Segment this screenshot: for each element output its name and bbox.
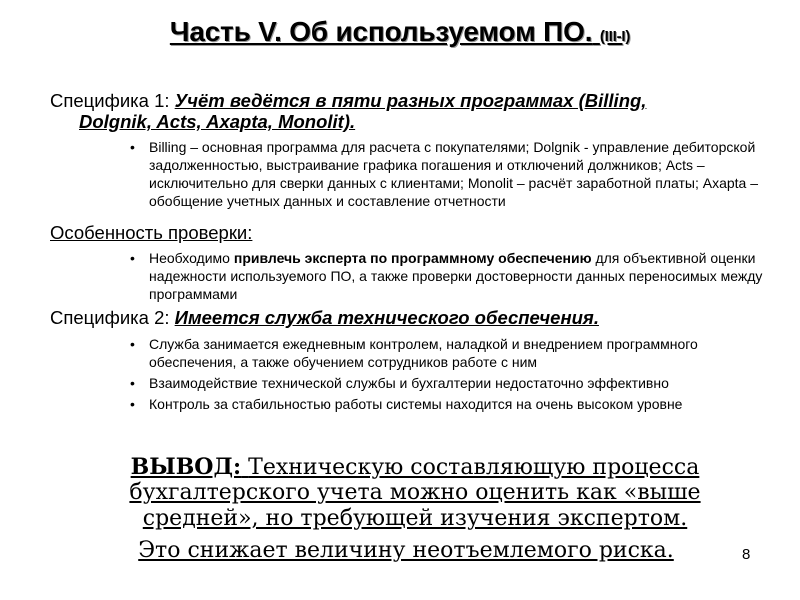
specifics-2-emphasis: Имеется служба технического обеспечения.	[174, 307, 599, 328]
page-number: 8	[742, 546, 751, 563]
conclusion-line-2: бухгалтерского учета можно оценить как «выше	[129, 480, 701, 505]
slide-title	[0, 16, 800, 48]
list-item	[130, 335, 770, 371]
bullet-text: Контроль за стабильностью работы системы находится на очень высоком уровне	[149, 396, 683, 412]
check-heading	[50, 222, 790, 243]
list-item	[130, 395, 770, 413]
conclusion-line-4: Это снижает величину неотъемлемого риска.	[138, 538, 674, 563]
list-item	[130, 138, 770, 210]
bullet-text: Служба занимается ежедневным контролем, наладкой и внедрением программного обеспечения, а также обучением сотрудников работе с ним	[149, 336, 698, 370]
bullet-bold: привлечь эксперта по программному обеспечению	[233, 250, 592, 266]
list-item	[130, 249, 770, 303]
slide-title-main: Часть V. Об используемом ПО.	[169, 16, 593, 47]
specifics-1-emphasis-line2: Dolgnik, Acts, Axapta, Monolit).	[79, 111, 356, 132]
bullet-text: Взаимодействие технической службы и бухгалтерии недостаточно эффективно	[149, 375, 669, 391]
bullet-text: Billing – основная программа для расчета с покупателями; Dolgnik - управление дебиторской задолженностью, выстраивание графика погашения и отключений должников; Acts – исключительно для сверки данных с клиентами; Monolit – расчёт заработной платы; Axapta – обобщение учетных данных и составление отчетности	[149, 139, 758, 209]
check-bullets	[130, 249, 770, 303]
specifics-2-bullets	[130, 335, 770, 413]
check-heading-text: Особенность проверки:	[50, 222, 253, 243]
conclusion-line-3: средней», но требующей изучения экспертом.	[142, 506, 688, 531]
bullet-rest: для объективной оценки надежности используемого ПО, а также проверки достоверности данных переносимых между программами	[149, 250, 763, 302]
bullet-prefix: Необходимо	[149, 250, 234, 266]
conclusion-line-1	[0, 454, 800, 481]
slide-title-sub: (III-I)	[599, 28, 631, 45]
specifics-1-bullets	[130, 138, 770, 210]
specifics-1-emphasis-line1: Учёт ведётся в пяти разных программах (Billing,	[174, 90, 647, 111]
specifics-1	[50, 90, 790, 132]
specifics-2	[50, 307, 790, 328]
specifics-2-label: Специфика 2:	[50, 307, 170, 328]
conclusion-label: ВЫВОД:	[130, 454, 242, 480]
list-item	[130, 374, 770, 392]
conclusion-text-1: Техническую составляющую процесса	[248, 455, 700, 480]
specifics-1-label: Специфика 1:	[50, 90, 170, 111]
